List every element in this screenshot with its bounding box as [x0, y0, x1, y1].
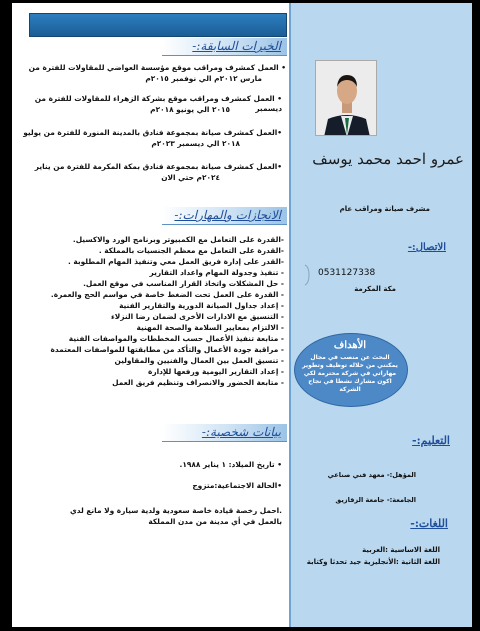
skill-item: - إعداد التقارير اليومية ورفعها للإدارة: [147, 367, 284, 376]
experience-line: ٢٠٢٤م حتي الان: [161, 173, 220, 182]
birth-date: • تاريخ الميلاد: ١ يناير ١٩٨٨.: [179, 460, 282, 469]
profile-photo: [315, 60, 377, 136]
skill-item: - القدرة على العمل تحت الضغط خاصة في مواسم الحج والعمرة.: [50, 290, 284, 299]
phone-number: 0531127338: [318, 268, 376, 278]
experience-line: ٢٠١٨ الي ديسمبر ٢٠٢٣م: [151, 139, 240, 148]
license-line: بالعمل في أي مدينة من مدن المملكة: [148, 517, 282, 526]
experience-line: •العمل كمشرف صيانة بمجموعة فنادق بمكة المكرمة للفترة من يناير: [34, 162, 282, 171]
experience-line: •العمل كمشرف صيانة بمجموعة فنادق بالمدينة المنورة للفترة من يوليو: [23, 128, 282, 137]
full-name: عمرو احمد محمد يوسف: [312, 150, 464, 168]
skill-item: - مراقبة جودة الأعمال والتأكد من مطابقتها للمواصفات المعتمدة: [50, 345, 284, 354]
skill-item: -القدرة على التعامل مع الكمبيوتر وبرنامج الورد والاكسيل.: [72, 235, 284, 244]
skill-item: - إعداد جداول الصيانة الدورية والتقارير الفنية: [119, 301, 284, 310]
city: مكة المكرمة: [354, 285, 396, 293]
goals-heading: الأهداف: [333, 340, 367, 351]
marital-status: •الحالة الاجتماعية:متزوج: [192, 481, 282, 490]
license-line: .احمل رخصة قيادة خاصة سعودية ولدية سيارة ولا مانع لدي: [69, 506, 282, 515]
cv-page: [12, 3, 472, 627]
experience-line: • العمل كمشرف ومراقب موقع مؤسسة العواضي للمقاولات للفترة من: [28, 63, 286, 72]
header-bar: [29, 13, 287, 37]
language-primary: اللغة الاساسية :العربية: [362, 546, 440, 554]
skill-item: -القدر على إدارة فريق العمل معي وتنفيذ المهام المطلوبة .: [67, 257, 284, 266]
skill-item: - حل المشكلات واتخاذ القرار المناسب في موقع العمل.: [83, 279, 284, 288]
experience-line: مارس ٢٠١٢م الي نوفمبر ٢٠١٥م: [145, 74, 262, 83]
skill-item: - تنفيذ وجدولة المهام واعداد التقارير: [149, 268, 284, 277]
experience-heading: الخبرات السابقة:-: [162, 38, 287, 56]
goals-text: البحث عن منصب في مجال يمكنني من خلاله توظيف وتطوير مهاراتي في شركة محترمة لكي اكون مشارك نشطا في نجاح الشركة: [302, 354, 398, 393]
qualification: المؤهل:- معهد فني صناعي: [327, 471, 416, 479]
languages-heading: اللغات:-: [410, 517, 448, 530]
skill-item: -القدرة على التعامل مع معظم الجنسيات بالمملكة .: [98, 246, 284, 255]
job-title: مشرف صيانة ومراقب عام: [339, 205, 430, 213]
personal-heading: بيانات شخصية:-: [162, 424, 287, 442]
skill-item: - الالتزام بمعايير السلامة والصحة المهنية: [136, 323, 284, 332]
language-secondary: اللغة الثانية :الأنجليزية جيد تحدثا وكتابة: [306, 558, 440, 566]
experience-line: ٢٠١٥ الي يونيو ٢٠١٨م: [150, 105, 230, 114]
skills-heading: الانجازات والمهارات:-: [162, 207, 287, 225]
contact-heading: الاتصال:-: [407, 242, 446, 253]
education-heading: التعليم:-: [412, 434, 450, 447]
skill-item: - التنسيق مع الادارات الأخرى لضمان رضا النزلاء: [110, 312, 284, 321]
skill-item: - تنسيق العمل بين العمال والفنيين والمقاولين: [114, 356, 284, 365]
university: الجامعة:- جامعة الزقازيق: [335, 496, 416, 504]
phone-icon: [303, 264, 311, 286]
experience-line: • العمل كمشرف ومراقب موقع بشركة الزهراء للمقاولات للفترة من ديسمبر: [34, 94, 282, 113]
skill-item: - متابعة تنفيذ الأعمال حسب المخططات والمواصفات الفنية: [68, 334, 284, 343]
skill-item: - متابعة الحضور والانصراف وتنظيم فريق العمل: [112, 378, 284, 387]
